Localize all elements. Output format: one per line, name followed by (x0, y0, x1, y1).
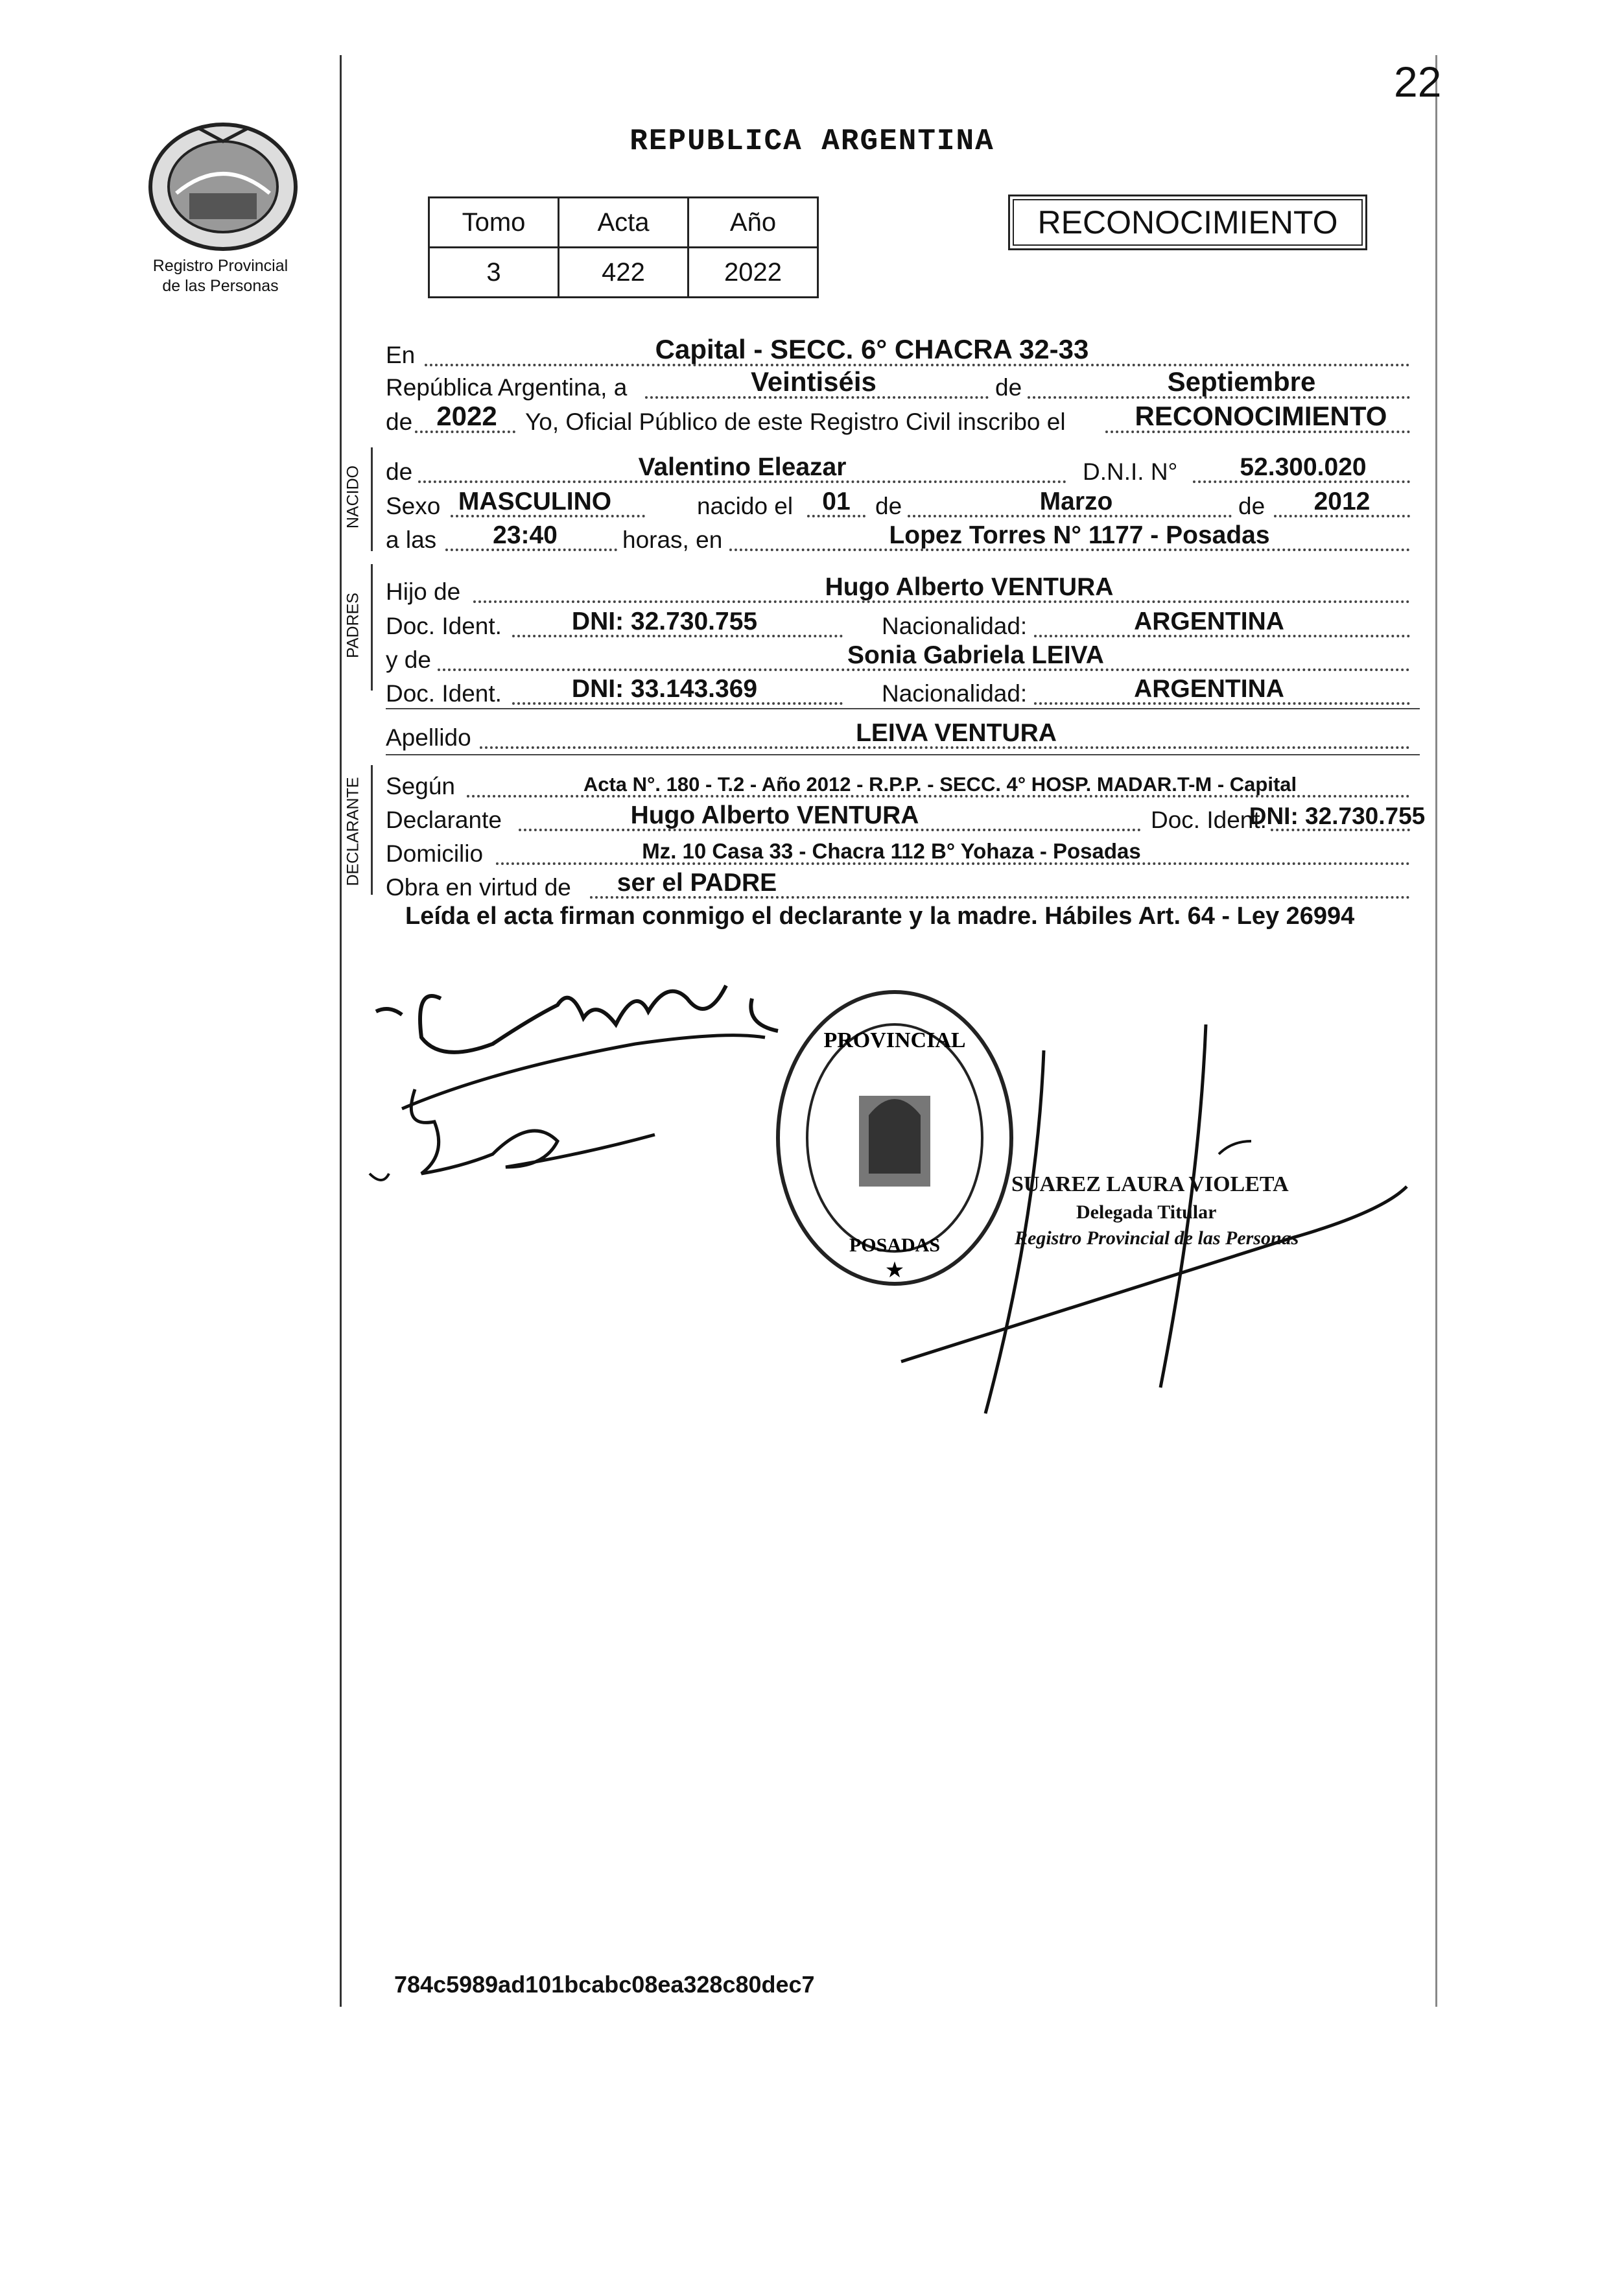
nacionalidad-label: Nacionalidad: (882, 680, 1028, 707)
table-header-anio: Año (688, 198, 818, 248)
padre-value: Hugo Alberto VENTURA (825, 573, 1114, 601)
dni-value: 52.300.020 (1240, 453, 1367, 481)
apellido-label: Apellido (386, 724, 471, 751)
row-nombre (386, 451, 1423, 487)
declarante-label: Declarante (386, 807, 502, 833)
row-declarante (386, 799, 1426, 835)
record-table (428, 196, 819, 298)
declarante-value: Hugo Alberto VENTURA (630, 801, 919, 829)
nac-anio-value: 2012 (1313, 488, 1371, 515)
doc-ident-label: Doc. Ident. (386, 680, 502, 707)
de-label: de (386, 408, 413, 435)
nacido-bracket (371, 447, 373, 551)
padre-nac-value: ARGENTINA (1134, 608, 1284, 635)
row-madre (386, 639, 1423, 675)
a-las-label: a las (386, 526, 437, 553)
document-title: REPUBLICA ARGENTINA (630, 124, 994, 158)
republica-label: República Argentina, a (386, 374, 628, 401)
dia-value: Veintiséis (751, 366, 877, 397)
table-value-tomo: 3 (429, 248, 559, 298)
table-value-acta: 422 (559, 248, 688, 298)
declarante-section-label: DECLARANTE (344, 777, 362, 886)
hijo-de-label: Hijo de (386, 578, 461, 605)
padres-section-label: PADRES (344, 593, 362, 658)
document-hash: 784c5989ad101bcabc08ea328c80dec7 (394, 1971, 815, 1998)
row-hora (386, 519, 1423, 555)
nacido-section-label: NACIDO (344, 465, 362, 529)
obra-value: ser el PADRE (617, 869, 777, 897)
padres-bracket (371, 564, 373, 691)
inscribe-value: RECONOCIMIENTO (1135, 401, 1387, 431)
apellido-value: LEIVA VENTURA (856, 719, 1057, 747)
svg-text:★: ★ (884, 1258, 905, 1283)
nac-dia-value: 01 (822, 488, 851, 515)
nombre-value: Valentino Eleazar (638, 453, 847, 481)
row-padre-doc (386, 605, 1423, 641)
en-value: Capital - SECC. 6° CHACRA 32-33 (655, 334, 1089, 364)
page-number: 22 (1394, 58, 1442, 106)
row-inscripcion (386, 401, 1423, 437)
segun-label: Según (386, 773, 455, 799)
horas-en-label: horas, en (622, 526, 723, 553)
row-madre-doc (386, 672, 1423, 709)
official-name: SUAREZ LAURA VIOLETA (1011, 1172, 1289, 1196)
en-label: En (386, 342, 416, 368)
row-padre (386, 571, 1423, 607)
left-margin-line (340, 55, 342, 2007)
sexo-value: MASCULINO (458, 488, 612, 515)
sexo-label: Sexo (386, 493, 441, 519)
domicilio-label: Domicilio (386, 840, 484, 867)
obra-label: Obra en virtud de (386, 874, 571, 901)
table-header-tomo: Tomo (429, 198, 559, 248)
segun-value: Acta N°. 180 - T.2 - Año 2012 - R.P.P. - SECC. 4° HOSP. MADAR.T-M - Capital (583, 773, 1297, 796)
closing-text: Leída el acta firman conmigo el declarante y la madre. Hábiles Art. 64 - Ley 26994 (405, 903, 1355, 930)
table-value-anio: 2022 (688, 248, 818, 298)
nac-mes-value: Marzo (1039, 488, 1113, 515)
de-label: de (995, 374, 1022, 401)
logo-caption: Registro Provincial de las Personas (152, 257, 288, 295)
padres-underline (386, 708, 1420, 709)
mes-value: Septiembre (1167, 366, 1316, 397)
declarante-bracket (371, 765, 373, 895)
madre-doc-value: DNI: 33.143.369 (571, 675, 758, 703)
y-de-label: y de (386, 646, 431, 673)
row-obra (386, 866, 1423, 903)
lugar-value: Lopez Torres N° 1177 - Posadas (889, 521, 1270, 549)
decl-doc-value: DNI: 32.730.755 (1249, 803, 1426, 829)
oficial-text: Yo, Oficial Público de este Registro Civil inscribo el (525, 408, 1066, 435)
record-type-box: RECONOCIMIENTO (1008, 195, 1367, 250)
madre-value: Sonia Gabriela LEIVA (847, 641, 1104, 669)
official-signature (888, 1024, 1459, 1426)
row-fecha (386, 366, 1423, 403)
row-segun (386, 765, 1423, 801)
doc-ident-label: Doc. Ident. (1151, 807, 1267, 833)
row-sexo (386, 485, 1423, 521)
hora-value: 23:40 (493, 521, 558, 549)
official-office: Registro Provincial de las Personas (1015, 1227, 1299, 1249)
apellido-underline (386, 754, 1420, 755)
table-header-acta: Acta (559, 198, 688, 248)
domicilio-value: Mz. 10 Casa 33 - Chacra 112 B° Yohaza - Posadas (642, 839, 1141, 863)
de-nombre-label: de (386, 458, 413, 485)
anio-value: 2022 (436, 401, 497, 431)
nacionalidad-label: Nacionalidad: (882, 613, 1028, 639)
nacido-el-label: nacido el (697, 493, 794, 519)
padre-doc-value: DNI: 32.730.755 (571, 608, 758, 635)
doc-ident-label: Doc. Ident. (386, 613, 502, 639)
dni-label: D.N.I. N° (1083, 458, 1178, 485)
de-label: de (875, 493, 902, 519)
declarant-signature (363, 960, 817, 1200)
row-en (386, 334, 1423, 370)
madre-nac-value: ARGENTINA (1134, 675, 1284, 703)
official-role: Delegada Titular (1076, 1201, 1217, 1223)
row-apellido (386, 716, 1423, 753)
svg-text:POSADAS: POSADAS (849, 1235, 941, 1256)
de-label: de (1238, 493, 1265, 519)
row-domicilio (386, 833, 1423, 869)
svg-text:PROVINCIAL: PROVINCIAL (823, 1028, 966, 1052)
